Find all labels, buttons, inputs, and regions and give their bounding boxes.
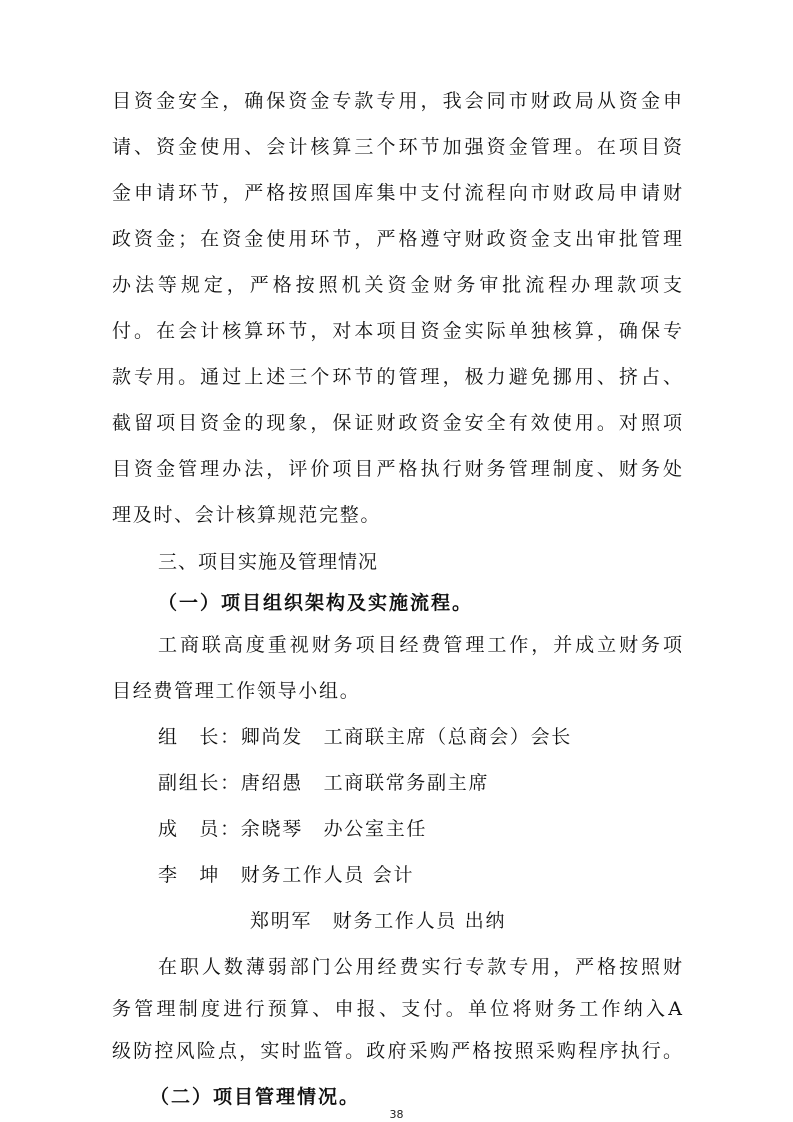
member-staff-3: 郑明军 财务工作人员 出纳 bbox=[250, 910, 507, 932]
member-staff-2: 李 坤 财务工作人员 会计 bbox=[158, 864, 415, 886]
body-line-8: 截留项目资金的现象，保证财政资金安全有效使用。对照项 bbox=[112, 412, 682, 434]
para3-line-2: 务管理制度进行预算、申报、支付。单位将财务工作纳入A bbox=[112, 998, 682, 1020]
body-line-1: 目资金安全，确保资金专款专用，我会同市财政局从资金申 bbox=[112, 90, 682, 112]
member-staff-1: 成 员：余晓琴 办公室主任 bbox=[158, 818, 428, 840]
para3-line-3: 级防控风险点，实时监管。政府采购严格按照采购程序执行。 bbox=[112, 1040, 682, 1062]
member-deputy: 副组长：唐绍愚 工商联常务副主席 bbox=[158, 772, 490, 794]
page-number: 38 bbox=[389, 1108, 404, 1121]
para2-line-1: 工商联高度重视财务项目经费管理工作，并成立财务项 bbox=[158, 634, 682, 656]
body-line-2: 请、资金使用、会计核算三个环节加强资金管理。在项目资 bbox=[112, 136, 682, 158]
body-line-6: 付。在会计核算环节，对本项目资金实际单独核算，确保专 bbox=[112, 320, 682, 342]
member-leader: 组 长：卿尚发 工商联主席（总商会）会长 bbox=[158, 726, 573, 748]
sub-heading-1: （一）项目组织架构及实施流程。 bbox=[158, 592, 474, 614]
body-line-10: 理及时、会计核算规范完整。 bbox=[112, 504, 382, 526]
sub-heading-2: （二）项目管理情况。 bbox=[150, 1086, 361, 1108]
body-line-7: 款专用。通过上述三个环节的管理，极力避免挪用、挤占、 bbox=[112, 366, 682, 388]
body-line-4: 政资金；在资金使用环节，严格遵守财政资金支出审批管理 bbox=[112, 228, 682, 250]
para3-line-1: 在职人数薄弱部门公用经费实行专款专用，严格按照财 bbox=[158, 956, 682, 978]
body-line-5: 办法等规定，严格按照机关资金财务审批流程办理款项支 bbox=[112, 274, 682, 296]
body-line-3: 金申请环节，严格按照国库集中支付流程向市财政局申请财 bbox=[112, 182, 682, 204]
body-line-9: 目资金管理办法，评价项目严格执行财务管理制度、财务处 bbox=[112, 458, 682, 480]
section-heading: 三、项目实施及管理情况 bbox=[158, 551, 379, 573]
para2-line-2: 目经费管理工作领导小组。 bbox=[112, 680, 361, 702]
